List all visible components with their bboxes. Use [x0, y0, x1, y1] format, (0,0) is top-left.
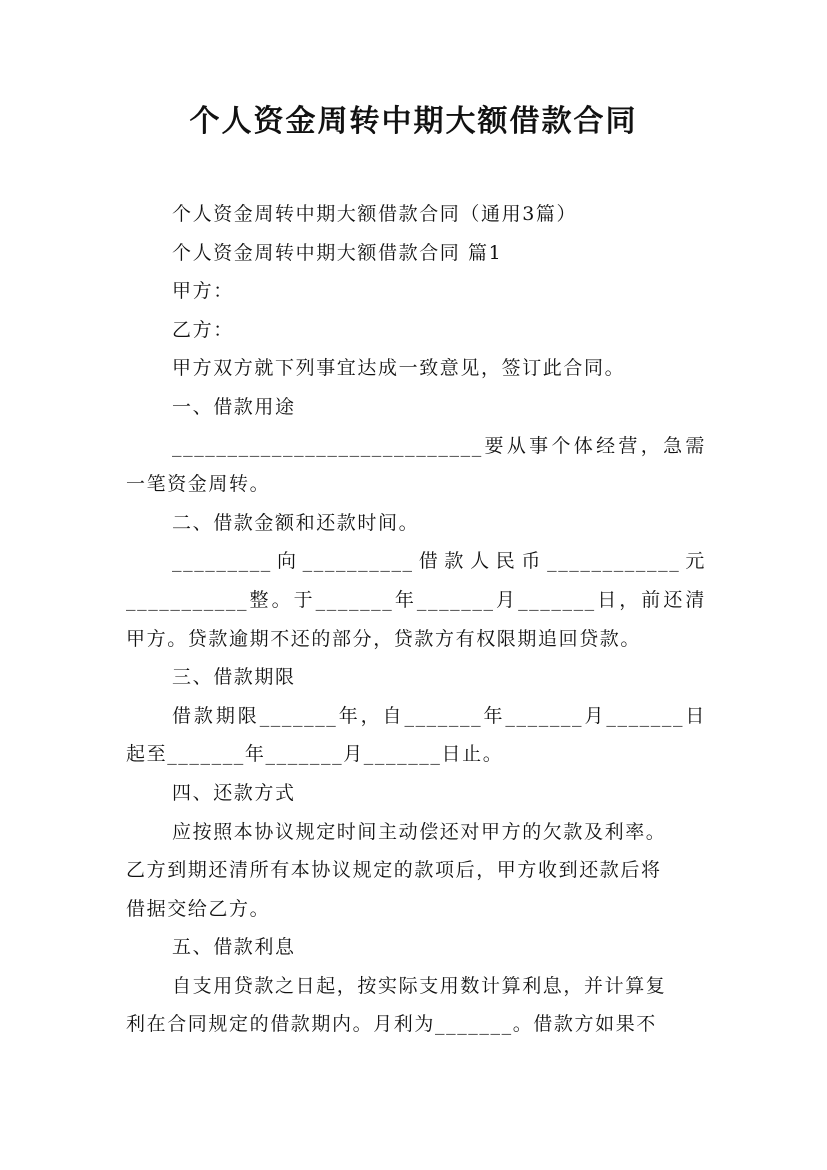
party-a-label: 甲方：	[172, 280, 234, 303]
clause-5-text-cont: 利在合同规定的借款期内。月利为_______。借款方如果不	[126, 1013, 657, 1036]
clause-4-text-end: 借据交给乙方。	[126, 897, 271, 920]
clause-5-heading: 五、借款利息	[172, 936, 296, 959]
document-body	[126, 195, 706, 1044]
clause-3-text: 借款期限_______年，自_______年_______月_______日	[172, 704, 706, 727]
clause-2-heading: 二、借款金额和还款时间。	[172, 511, 420, 534]
clause-2-text: _________向__________借款人民币____________元	[172, 550, 706, 573]
clause-5-text: 自支用贷款之日起，按实际支用数计算利息，并计算复	[172, 974, 667, 997]
clause-4-text: 应按照本协议规定时间主动偿还对甲方的欠款及利率。	[172, 820, 667, 843]
clause-3-heading: 三、借款期限	[172, 666, 296, 689]
clause-1-text: ____________________________要从事个体经营，急需	[172, 434, 706, 457]
section-heading-part1: 个人资金周转中期大额借款合同 篇1	[172, 241, 503, 264]
agreement-intro: 甲方双方就下列事宜达成一致意见，签订此合同。	[172, 357, 626, 380]
clause-2-text-end: 甲方。贷款逾期不还的部分，贷款方有权限期追回贷款。	[126, 627, 642, 650]
clause-4-text-cont: 乙方到期还清所有本协议规定的款项后，甲方收到还款后将	[126, 859, 662, 882]
subtitle-line: 个人资金周转中期大额借款合同（通用3篇）	[172, 203, 578, 225]
clause-1-text-cont: 一笔资金周转。	[126, 473, 271, 496]
clause-2-text-cont: ___________整。于_______年_______月_______日，前还清	[126, 588, 706, 611]
party-b-label: 乙方：	[172, 318, 234, 341]
clause-3-text-cont: 起至_______年_______月_______日止。	[126, 743, 504, 766]
clause-4-heading: 四、还款方式	[172, 781, 296, 804]
document-title: 个人资金周转中期大额借款合同	[189, 104, 638, 139]
clause-1-heading: 一、借款用途	[172, 395, 296, 418]
